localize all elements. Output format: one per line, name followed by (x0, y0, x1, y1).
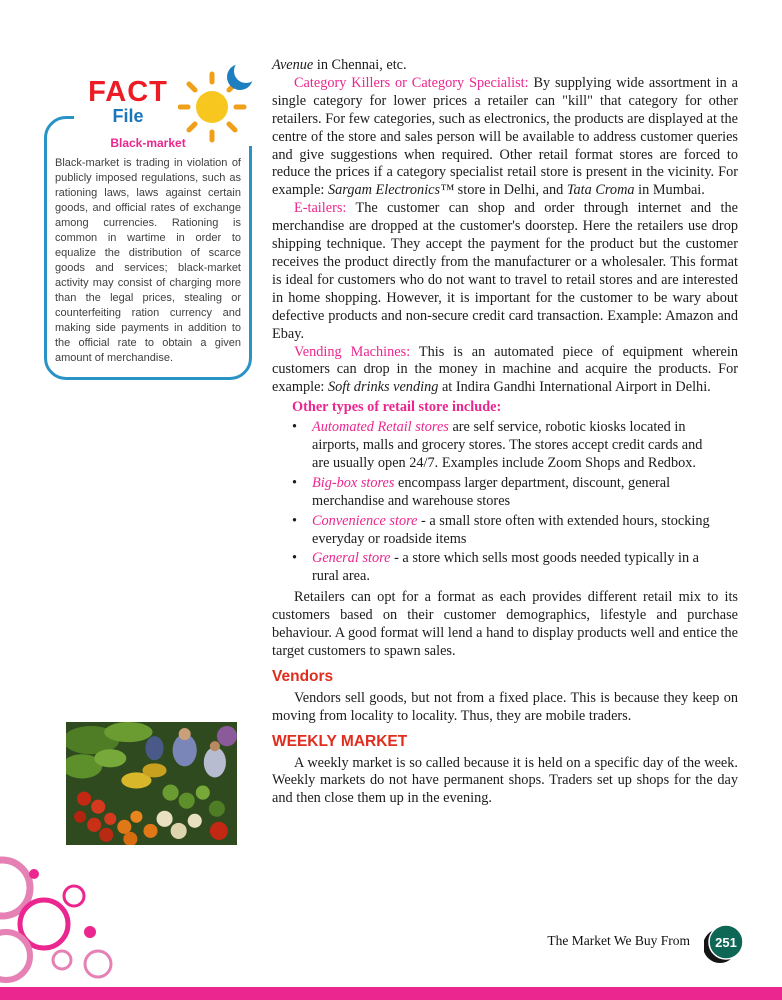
paragraph-weekly-market: A weekly market is so called because it is held on a specific day of the week. Weekly markets do not have permanent shops. Traders set up shops for the day and then close them up in the evening. (272, 754, 738, 807)
fact-file-box (44, 72, 252, 384)
bullet-general-text: - a store which sells most goods needed typically in a rural area. (312, 550, 700, 585)
category-killers-italic-2: Tata Croma (566, 182, 635, 199)
paragraph-category-killers (272, 75, 738, 200)
bullet-convenience-text: - a small store often with extended hours, stocking everyday or roadside items (312, 512, 710, 547)
fact-file-logo (74, 76, 182, 129)
bullet-automated-lead: Automated Retail stores (312, 419, 449, 436)
fact-file-heading: Black-market (110, 136, 186, 150)
paragraph-vendors: Vendors sell goods, but not from a fixed place. This is because they keep on moving from locality to locality. Thus, they are mobile traders. (272, 689, 738, 724)
file-logo-word: File (112, 106, 144, 126)
page-number: 251 (715, 935, 737, 950)
bullet-big-box (312, 475, 712, 511)
paragraph-etailers (272, 200, 738, 343)
category-killers-lead: Category Killers or Category Specialist: (294, 74, 529, 91)
decorative-circles (0, 852, 138, 990)
bullet-bigbox-lead: Big-box stores (312, 474, 395, 491)
bullet-general-lead: General store (312, 550, 391, 567)
footer-chapter-title: The Market We Buy From (547, 933, 690, 948)
other-types-heading: Other types of retail store include: (292, 399, 502, 416)
page-number-badge (704, 922, 746, 964)
fact-logo-word: FACT (88, 76, 168, 108)
vending-italic-1: Soft drinks vending (327, 379, 439, 396)
continued-italic: Avenue (272, 57, 314, 73)
sun-icon (178, 60, 260, 146)
retail-store-bullet-list (272, 419, 712, 586)
continued-text: in Chennai, etc. (313, 57, 407, 73)
bullet-convenience-lead: Convenience store (312, 512, 418, 529)
vendors-heading: Vendors (272, 667, 334, 685)
main-text-column (272, 57, 738, 808)
etailers-text: The customer can shop and order through internet and the merchandise are dropped at the customer's doorstep. Here the retailers use drop shipping technique. They accept the payment for the product but the customer receives the product directly from the manufacturer or a wholesaler. This format is ideal for customers who do not want to travel to retail stores and are interested in home shopping. However, it is important for the customer to be wary about defective products and non-secure credit card transaction. Example: Amazon and Ebay. (272, 200, 738, 342)
fact-file-body: Black-market is trading in violation of publicly imposed regulations, such as rationing laws, laws against certain goods, and official rates of exchange among currencies. Rationing is common in wartime in order to equalize the distribution of scarce goods and services; black-market activity may consist of charging more than the legal prices, stealing or counterfeiting ration currency and making side payments in addition to the official rate to obtain a given amount of merchandise. (55, 157, 241, 364)
paragraph-retailers-format: Retailers can opt for a format as each provides different retail mix to its customers based on their customer demographics, lifestyle and purchase behaviour. A good format will lend a hand to display products well and entice the target customers to spawn sales. (272, 589, 738, 659)
vending-text-1: This is an automated piece of equipment wherein customers can drop in the money in machine and acquire the products. For example: (272, 343, 739, 396)
paragraph-continued (272, 57, 738, 75)
bottom-accent-bar (0, 987, 782, 1000)
category-killers-text-1: By supplying wide assortment in a single category for lower prices a retailer can "kill" that category for other retailers. For few categories, such as electronics, the products are displayed at the centre of the store and sales person will be available to address customer queries and give suggestions when required. Other retail format stores are forced to reduce the prices if a category specialist retail store is present in the vicinity. For example: (272, 74, 738, 199)
weekly-market-heading: WEEKLY MARKET (272, 732, 408, 750)
bullet-general (312, 550, 712, 586)
bullet-automated-retail (312, 419, 712, 473)
etailers-lead: E-tailers: (294, 200, 347, 217)
vending-lead: Vending Machines: (294, 343, 411, 360)
market-photo-graphic (66, 722, 237, 845)
bullet-automated-text: are self service, robotic kiosks located in airports, malls and grocery stores. The stores accept credit cards and are usually open 24/7. Examples include Zoom Shops and Redbox. (312, 419, 703, 471)
bullet-bigbox-text: encompass larger department, discount, general merchandise and warehouse stores (312, 474, 671, 509)
category-killers-text-2: store in Delhi, and (454, 182, 567, 199)
market-photo-image (66, 722, 237, 845)
category-killers-text-3: in Mumbai. (634, 182, 705, 199)
vending-text-2: at Indira Gandhi International Airport in Delhi. (438, 379, 711, 396)
bullet-convenience (312, 513, 712, 549)
paragraph-vending-machines (272, 344, 738, 398)
category-killers-italic-1: Sargam Electronics™ (327, 182, 455, 199)
